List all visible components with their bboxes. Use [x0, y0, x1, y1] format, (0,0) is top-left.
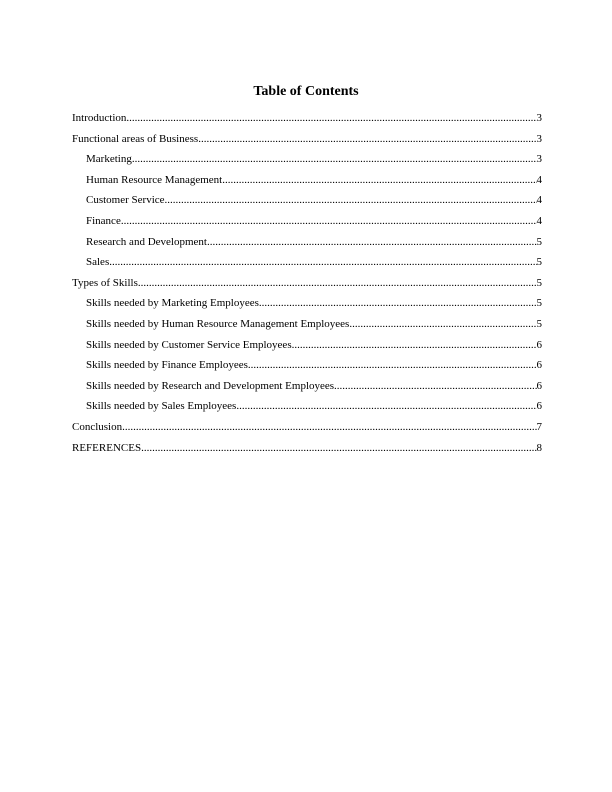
toc-entry-label: Skills needed by Research and Development Employees [86, 379, 335, 392]
toc-entry-label: Human Resource Management [86, 173, 223, 186]
toc-page-number: 5 [536, 317, 542, 330]
toc-dot-leader [122, 420, 536, 434]
toc-page-number: 3 [536, 132, 542, 145]
toc-entry[interactable] [72, 235, 542, 256]
toc-page-number: 3 [536, 112, 542, 124]
toc-dot-leader [198, 132, 536, 146]
toc-entry-label: Conclusion [72, 420, 123, 433]
toc-page-number: 7 [536, 420, 542, 433]
toc-entry[interactable] [72, 255, 542, 276]
toc-entry[interactable] [72, 420, 542, 441]
toc-entry-label: Sales [86, 256, 110, 269]
toc-dot-leader [138, 276, 537, 290]
toc-dot-leader [236, 399, 536, 413]
toc-entry-label: Skills needed by Finance Employees [86, 359, 248, 372]
toc-page-number: 5 [536, 297, 542, 310]
toc-page-number: 4 [536, 194, 542, 207]
toc-entry[interactable] [72, 296, 542, 317]
toc-entry-label: Skills needed by Customer Service Employees [86, 338, 292, 351]
toc-dot-leader [292, 338, 537, 352]
toc-page-number: 4 [536, 214, 542, 227]
toc-entry-label: Customer Service [86, 194, 165, 207]
toc-entry[interactable] [72, 276, 542, 297]
toc-dot-leader [132, 152, 537, 166]
toc-dot-leader [141, 441, 536, 455]
table-of-contents [72, 111, 542, 461]
toc-page-number: 6 [536, 359, 542, 372]
toc-page-number: 4 [536, 173, 542, 186]
toc-dot-leader [121, 214, 537, 228]
toc-page-number: 6 [536, 338, 542, 351]
toc-page-number: 5 [536, 256, 542, 269]
toc-page-number: 6 [536, 400, 542, 413]
toc-entry-label: Skills needed by Marketing Employees [86, 297, 259, 310]
toc-entry-label: Skills needed by Sales Employees [86, 400, 237, 413]
toc-page-number: 6 [536, 379, 542, 392]
toc-entry-label: REFERENCES [72, 441, 142, 454]
toc-entry-label: Types of Skills [72, 276, 138, 289]
toc-entry[interactable] [72, 441, 542, 462]
toc-entry[interactable] [72, 173, 542, 194]
toc-page-number: 3 [536, 153, 542, 166]
toc-entry[interactable] [72, 193, 542, 214]
toc-dot-leader [126, 111, 536, 125]
toc-dot-leader [349, 317, 536, 331]
toc-entry-label: Skills needed by Human Resource Management Employees [86, 317, 350, 330]
toc-dot-leader [165, 193, 537, 207]
toc-entry-label: Finance [86, 214, 121, 227]
toc-dot-leader [109, 255, 536, 269]
page-title: Table of Contents [253, 84, 359, 99]
toc-dot-leader [248, 358, 537, 372]
toc-entry-label: Marketing [86, 153, 132, 166]
toc-entry[interactable] [72, 214, 542, 235]
toc-entry[interactable] [72, 358, 542, 379]
toc-entry[interactable] [72, 399, 542, 420]
toc-dot-leader [259, 296, 537, 310]
toc-entry-label: Functional areas of Business [72, 132, 199, 145]
toc-page-number: 8 [536, 441, 542, 454]
toc-dot-leader [222, 173, 536, 187]
toc-entry[interactable] [72, 152, 542, 173]
toc-entry[interactable] [72, 338, 542, 359]
toc-dot-leader [207, 235, 537, 249]
toc-entry[interactable] [72, 317, 542, 338]
toc-page-number: 5 [536, 235, 542, 248]
toc-entry[interactable] [72, 379, 542, 400]
toc-dot-leader [334, 379, 536, 393]
toc-entry-label: Research and Development [86, 235, 207, 248]
toc-entry-label: Introduction [72, 112, 127, 124]
toc-entry[interactable] [72, 132, 542, 153]
toc-page-number: 5 [536, 276, 542, 289]
toc-entry[interactable] [72, 111, 542, 132]
